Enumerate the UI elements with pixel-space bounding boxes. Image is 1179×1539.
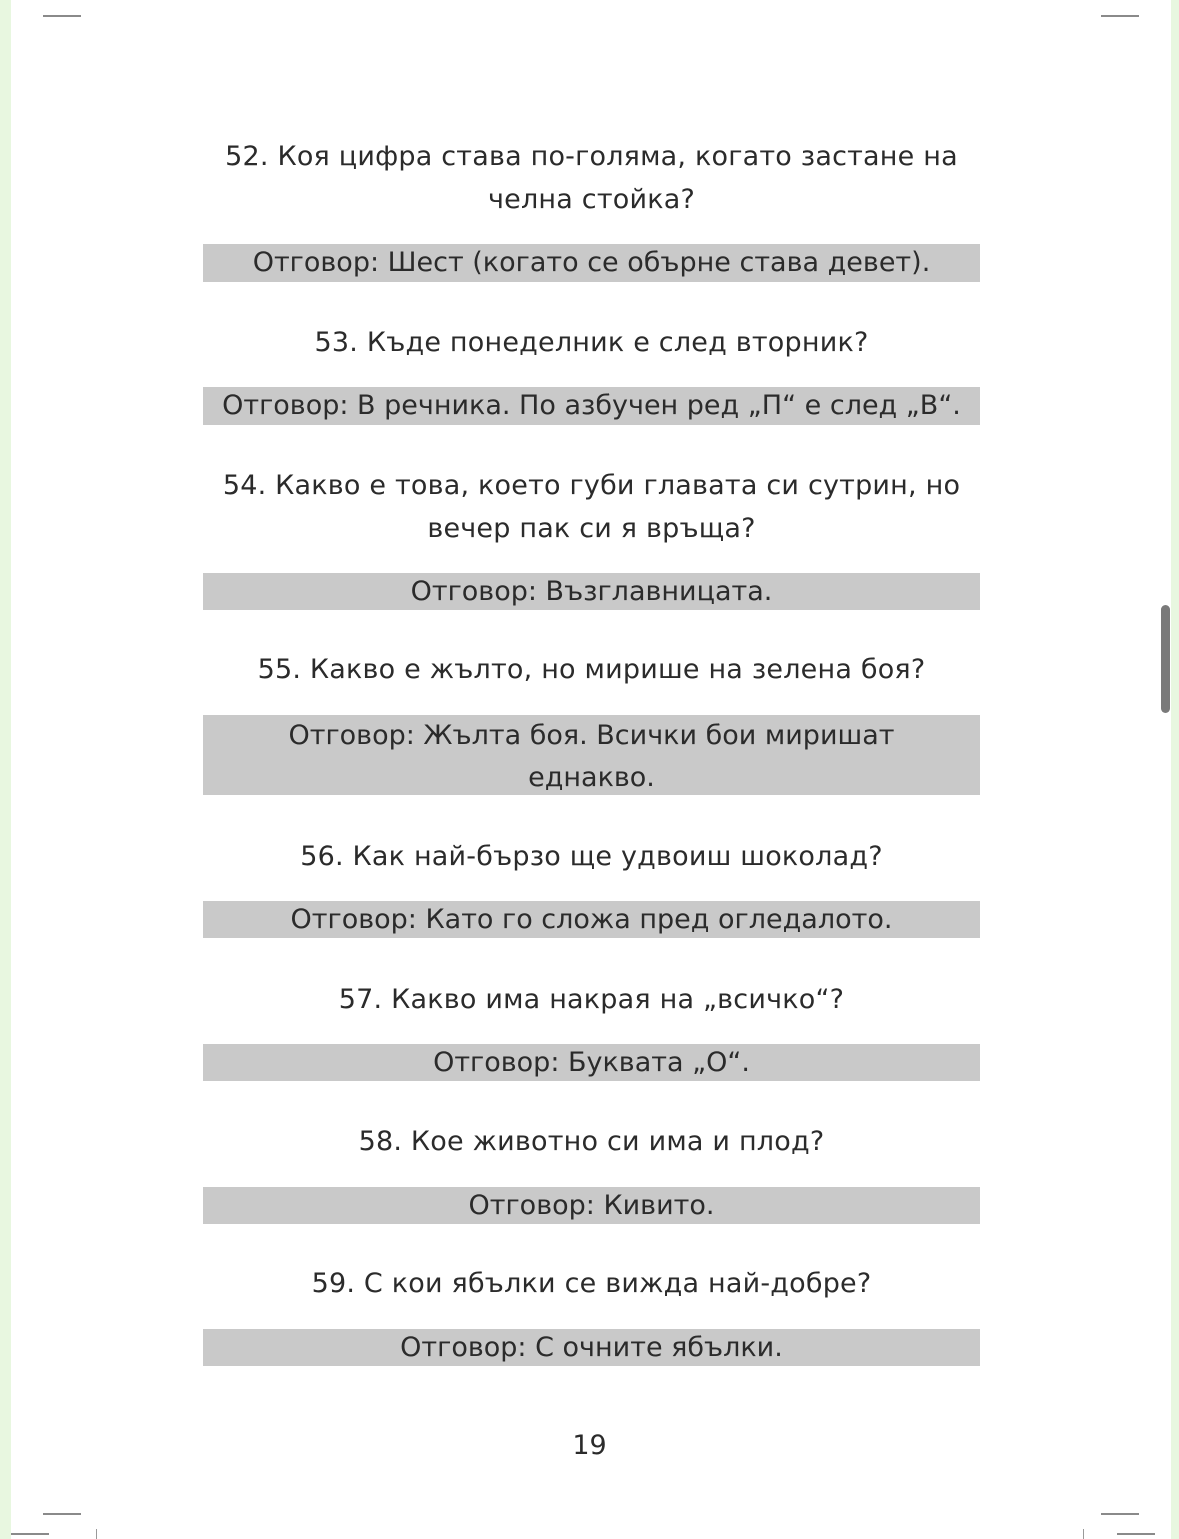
riddle-question: 54. Какво е това, което губи главата си сутрин, но вечер пак си я връща? [222,470,961,544]
page-edge-right [1171,0,1179,1539]
riddle-answer: Отговор: Жълта боя. Всички бои миришат еднакво. [203,715,980,795]
page-edge-left [0,0,11,1539]
riddle-question: 52. Коя цифра става по-голяма, когато застане на челна стойка? [225,141,958,215]
riddle-item [203,321,980,364]
riddle-answer: Отговор: Кивито. [203,1187,980,1224]
riddle-item [203,978,980,1021]
riddle-answer: Отговор: Като го сложа пред огледалото. [203,901,980,938]
crop-mark-top-right [1101,15,1139,17]
riddle-item [203,135,980,221]
riddle-answer: Отговор: Буквата „О“. [203,1044,980,1081]
riddle-item [203,648,980,691]
riddle-item [203,464,980,550]
riddle-answer: Отговор: С очните ябълки. [203,1329,980,1366]
riddle-question: 56. Как най-бързо ще удвоиш шоколад? [300,841,883,872]
crop-mark-bottom-right-lower [1117,1533,1155,1535]
crop-mark-bottom-left-upper [43,1513,81,1515]
riddle-item [203,1262,980,1305]
page-number: 19 [572,1430,607,1461]
crop-mark-top-left [43,15,81,17]
crop-tick-bottom-left [96,1529,97,1539]
vertical-scrollbar[interactable] [1161,605,1170,713]
riddle-item [203,1120,980,1163]
crop-mark-bottom-right-upper [1101,1513,1139,1515]
riddle-answer: Отговор: Шест (когато се обърне става девет). [203,244,980,282]
crop-tick-bottom-right [1083,1529,1084,1539]
crop-mark-bottom-left-lower [11,1533,49,1535]
riddle-item [203,835,980,878]
riddle-question: 59. С кои ябълки се вижда най-добре? [311,1268,872,1299]
riddle-answer: Отговор: В речника. По азбучен ред „П“ е след „В“. [203,387,980,425]
riddle-question: 55. Какво е жълто, но мирише на зелена боя? [257,654,926,685]
riddle-question: 53. Къде понеделник е след вторник? [314,327,869,358]
riddle-answer: Отговор: Възглавницата. [203,573,980,610]
riddle-question: 58. Кое животно си има и плод? [358,1126,825,1157]
riddle-question: 57. Какво има накрая на „всичко“? [338,984,845,1015]
